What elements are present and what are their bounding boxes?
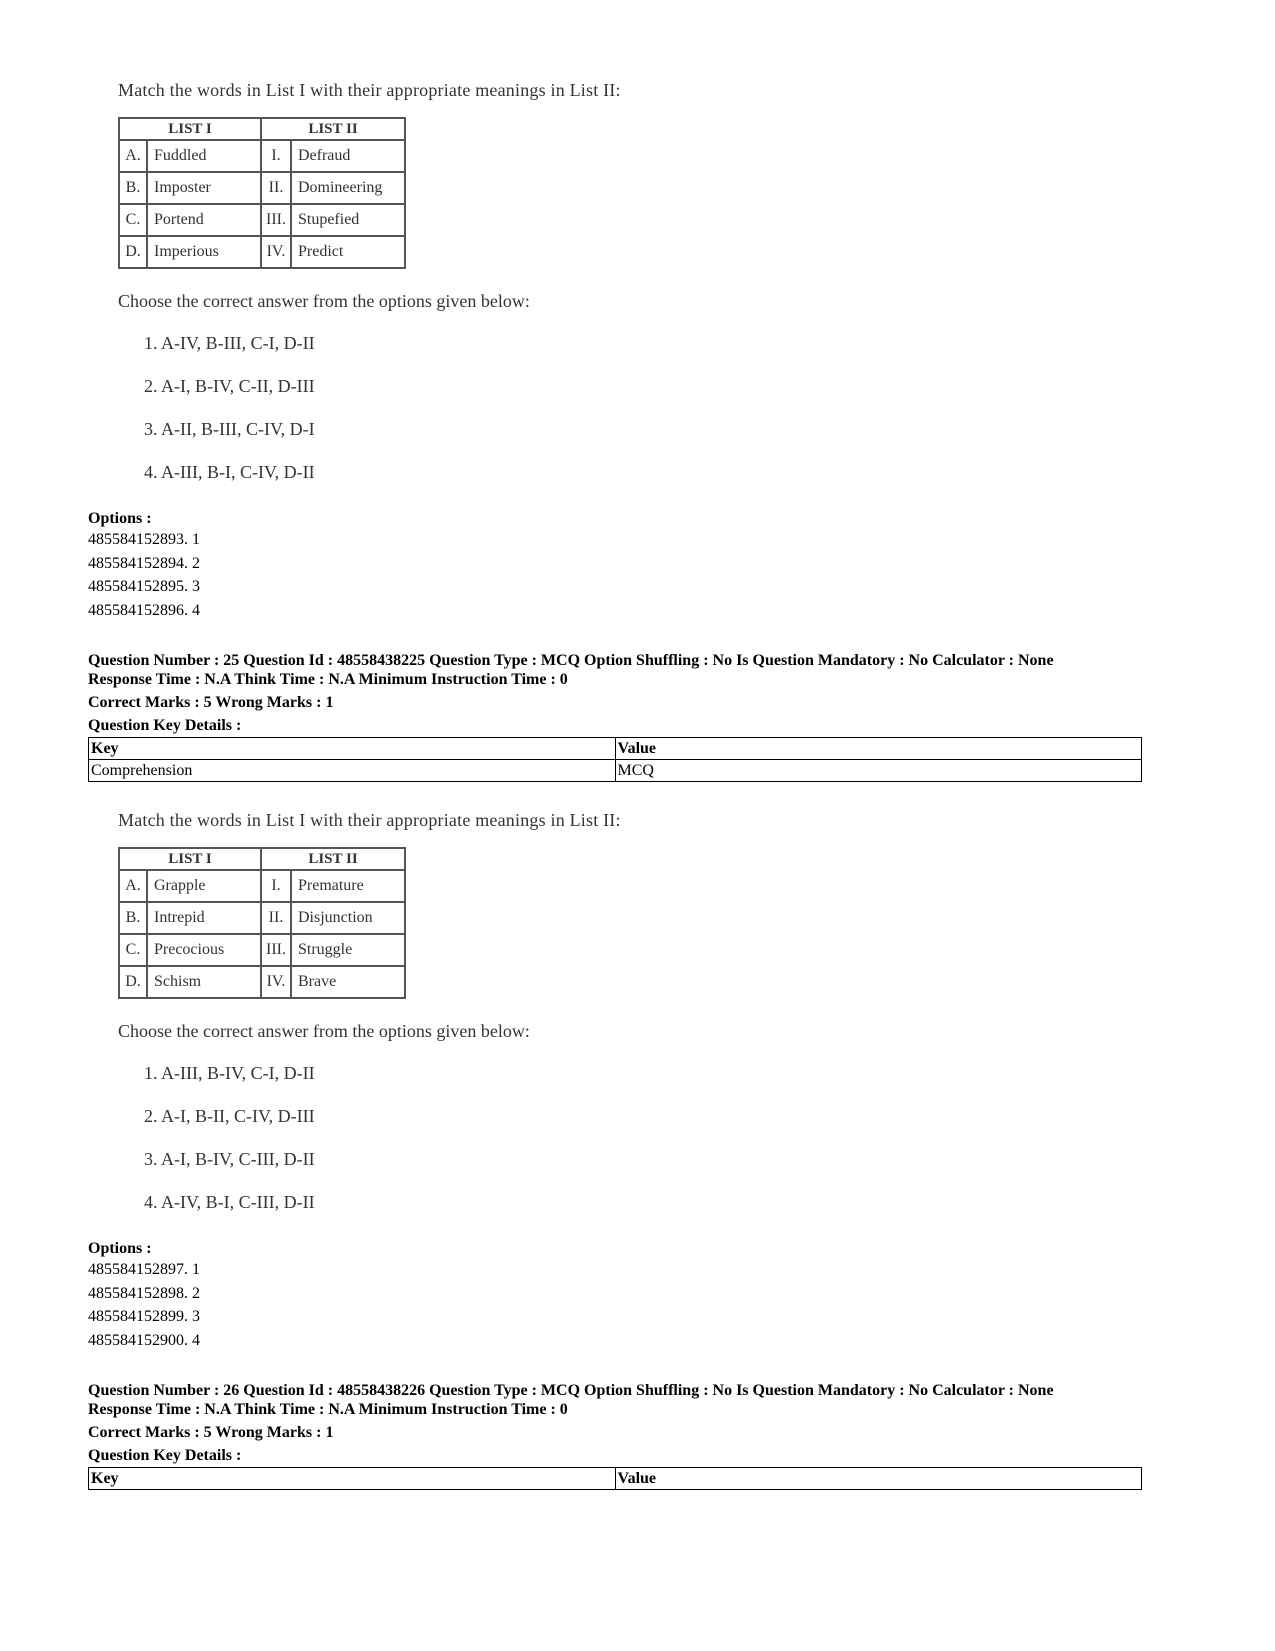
row-letter: C.: [119, 934, 147, 966]
q26-key-table: [88, 1467, 1142, 1490]
table-row: [119, 934, 405, 966]
row-word: Schism: [147, 966, 261, 998]
row-meaning: Predict: [291, 236, 405, 268]
row-letter: D.: [119, 236, 147, 268]
list-item: 2. A-I, B-II, C-IV, D-III: [144, 1106, 315, 1126]
q25-list1-header: LIST I: [119, 848, 261, 870]
q26-meta-line1: Question Number : 26 Question Id : 48558438226 Question Type : MCQ Option Shuffling : No Is Question Mandatory : No Calculator : None: [88, 1382, 1054, 1399]
q25-question-image: [118, 810, 1188, 1214]
q25-choose-instruction: Choose the correct answer from the options given below:: [118, 1021, 530, 1041]
q25-meta: [88, 651, 1188, 689]
row-meaning: Struggle: [291, 934, 405, 966]
q25-prompt: Match the words in List I with their appropriate meanings in List II:: [118, 810, 621, 830]
q24-question-image: [118, 80, 1188, 484]
q25-option-1: 485584152897. 1: [88, 1261, 200, 1278]
q24-choices: [118, 333, 1188, 484]
q25-list2-header: LIST II: [261, 848, 405, 870]
row-letter: C.: [119, 204, 147, 236]
q24-choose-instruction: Choose the correct answer from the options given below:: [118, 291, 530, 311]
q25-option-2: 485584152898. 2: [88, 1284, 200, 1302]
q24-list1-header: LIST I: [119, 118, 261, 140]
row-roman: IV.: [261, 236, 291, 268]
row-word: Portend: [147, 204, 261, 236]
table-row: [119, 966, 405, 998]
key-cell: Comprehension: [89, 760, 616, 782]
row-roman: II.: [261, 902, 291, 934]
q26-key-details-title: Question Key Details :: [88, 1447, 242, 1464]
row-letter: D.: [119, 966, 147, 998]
table-row: [89, 1468, 1142, 1490]
key-header: Key: [89, 1468, 616, 1490]
q25-marks: Correct Marks : 5 Wrong Marks : 1: [88, 694, 334, 711]
value-header: Value: [615, 738, 1142, 760]
list-item: 1. A-IV, B-III, C-I, D-II: [144, 333, 315, 353]
row-meaning: Domineering: [291, 172, 405, 204]
row-meaning: Premature: [291, 870, 405, 902]
row-meaning: Disjunction: [291, 902, 405, 934]
q25-match-table: [118, 847, 406, 999]
row-word: Imperious: [147, 236, 261, 268]
table-row: [119, 902, 405, 934]
list-item: 2. A-I, B-IV, C-II, D-III: [144, 376, 315, 396]
table-row: [119, 870, 405, 902]
value-header: Value: [615, 1468, 1142, 1490]
row-word: Grapple: [147, 870, 261, 902]
key-header: Key: [89, 738, 616, 760]
table-row: [89, 738, 1142, 760]
q24-list2-header: LIST II: [261, 118, 405, 140]
list-item: 4. A-IV, B-I, C-III, D-II: [144, 1192, 315, 1212]
row-word: Imposter: [147, 172, 261, 204]
row-letter: A.: [119, 870, 147, 902]
exam-page: [88, 0, 1188, 1490]
q24-option-1: 485584152893. 1: [88, 531, 200, 548]
row-meaning: Stupefied: [291, 204, 405, 236]
q25-choices: [118, 1063, 1188, 1214]
q26-marks: Correct Marks : 5 Wrong Marks : 1: [88, 1424, 334, 1441]
row-roman: III.: [261, 204, 291, 236]
row-roman: IV.: [261, 966, 291, 998]
q26-meta: [88, 1381, 1188, 1419]
table-row: [119, 204, 405, 236]
q24-option-3: 485584152895. 3: [88, 578, 200, 595]
q25-meta-line1: Question Number : 25 Question Id : 48558438225 Question Type : MCQ Option Shuffling : No Is Question Mandatory : No Calculator : None: [88, 652, 1054, 669]
list-item: 3. A-I, B-IV, C-III, D-II: [144, 1149, 315, 1169]
q24-options-title: Options :: [88, 510, 152, 527]
q26-meta-line2: Response Time : N.A Think Time : N.A Minimum Instruction Time : 0: [88, 1401, 568, 1418]
list-item: 1. A-III, B-IV, C-I, D-II: [144, 1063, 315, 1083]
row-letter: B.: [119, 902, 147, 934]
value-cell: MCQ: [615, 760, 1142, 782]
row-roman: I.: [261, 140, 291, 172]
row-meaning: Defraud: [291, 140, 405, 172]
q24-option-4: 485584152896. 4: [88, 601, 200, 619]
row-meaning: Brave: [291, 966, 405, 998]
q24-option-2: 485584152894. 2: [88, 554, 200, 572]
row-roman: III.: [261, 934, 291, 966]
table-row: [119, 140, 405, 172]
list-item: 3. A-II, B-III, C-IV, D-I: [144, 419, 315, 439]
table-row: [89, 760, 1142, 782]
row-roman: II.: [261, 172, 291, 204]
table-row: [119, 172, 405, 204]
row-word: Intrepid: [147, 902, 261, 934]
row-word: Precocious: [147, 934, 261, 966]
q24-prompt: Match the words in List I with their appropriate meanings in List II:: [118, 80, 621, 100]
q25-option-3: 485584152899. 3: [88, 1308, 200, 1325]
q25-meta-line2: Response Time : N.A Think Time : N.A Minimum Instruction Time : 0: [88, 671, 568, 688]
q25-options-title: Options :: [88, 1240, 152, 1257]
table-row: [119, 236, 405, 268]
q25-key-details-title: Question Key Details :: [88, 717, 242, 734]
q25-key-table: [88, 737, 1142, 782]
q24-match-table: [118, 117, 406, 269]
row-roman: I.: [261, 870, 291, 902]
row-letter: A.: [119, 140, 147, 172]
row-letter: B.: [119, 172, 147, 204]
row-word: Fuddled: [147, 140, 261, 172]
list-item: 4. A-III, B-I, C-IV, D-II: [144, 462, 315, 482]
q25-option-4: 485584152900. 4: [88, 1331, 200, 1349]
